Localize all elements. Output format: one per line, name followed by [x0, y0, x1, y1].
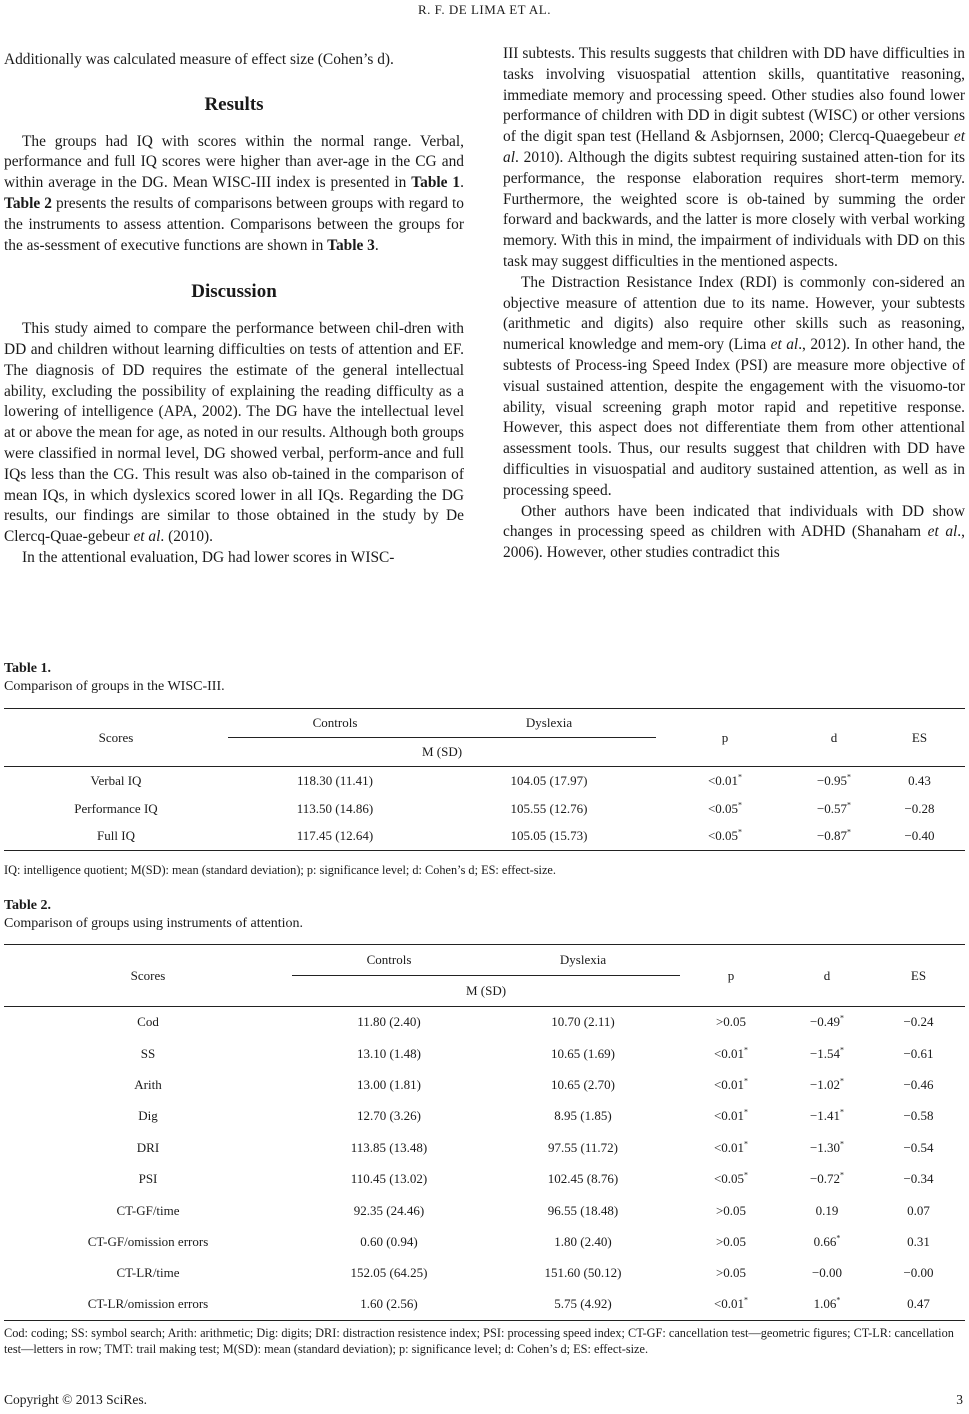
table2-es-cell: −0.24 — [872, 1007, 965, 1038]
table2-row-label: CT-GF/time — [116, 1202, 180, 1218]
table2-header-dyslexia: Dyslexia — [486, 945, 680, 976]
table2-p-cell: >0.05 — [715, 1233, 747, 1249]
table2-row-label: Dig — [138, 1108, 158, 1124]
table2-es-cell: −0.61 — [903, 1045, 934, 1061]
significance-marker: * — [840, 1076, 845, 1086]
table2-p-cell: <0.01* — [713, 1108, 749, 1124]
table2-row-label: PSI — [138, 1171, 158, 1187]
left-column — [4, 50, 464, 569]
significance-marker: * — [840, 1014, 845, 1024]
table1-p-cell: <0.01* — [656, 767, 794, 795]
table2-caption — [4, 897, 303, 933]
table2-row-label: Arith — [134, 1076, 162, 1092]
table1-note: IQ: intelligence quotient; M(SD): mean (standard deviation); p: significance level; d: Cohen’s d; ES: effect-size. — [4, 863, 556, 877]
significance-marker: * — [840, 1139, 845, 1149]
table2-d-cell: −1.30* — [809, 1139, 845, 1155]
table2-header-scores: Scores — [130, 967, 166, 983]
paragraph-effect-size: Additionally was calculated measure of effect size (Cohen’s d). — [4, 51, 394, 68]
table1-controls-cell: 117.45 (12.64) — [228, 823, 442, 851]
table2-d-cell: −0.72* — [809, 1170, 845, 1187]
table1-title: Table 1. — [4, 661, 51, 676]
table1-header-p: p — [721, 729, 729, 745]
paragraph-discussion-1: This study aimed to compare the performance between chil-dren with DD and children without learning difficulties on tests of attention and EF. The diagnosis of DD requires the estimate of the general intellectual ability, excluding the possibility of explaining the reading difficulty as a lowering of intelligence (APA, 2002). The DG have the intellectual level at or above the mean for age, as noted in our results. Although both groups were classified in normal level, DG showed verbal, perform-ance and full IQs less than the CG. This result was also ob-tained in the comparison of mean IQs, in which dyslexics scored lower in all IQs. Regarding the DG results, our findings are similar to those obtained in the study by De Clercq-Quae-gebeur et al. (2010). — [4, 320, 464, 546]
table2-es-cell: 0.47 — [872, 1289, 965, 1320]
table2-controls-cell: 92.35 (24.46) — [353, 1202, 425, 1218]
table2-dyslexia-cell: 1.80 (2.40) — [554, 1233, 612, 1249]
significance-marker: * — [847, 827, 852, 837]
copyright: Copyright © 2013 SciRes. — [4, 1392, 148, 1407]
table2-p-cell: <0.01* — [713, 1045, 749, 1061]
table2-header-d: d — [823, 967, 831, 983]
table2-ref: Table 2 — [4, 194, 52, 212]
table2-dyslexia-cell: 151.60 (50.12) — [544, 1265, 622, 1281]
table2-d-cell: 1.06* — [782, 1289, 872, 1320]
table2-row — [4, 1038, 965, 1069]
table1-header-controls: Controls — [228, 709, 442, 738]
table2-header-controls: Controls — [292, 945, 486, 976]
table2-controls-cell: 0.60 (0.94) — [360, 1233, 418, 1249]
paragraph-rdi: The Distraction Resistance Index (RDI) is commonly con-sidered an objective measure of attention due to its name. However, your subtests (arithmetic and digits) also require other skills such as reasoning, numerical knowledge and mem-ory (Lima et al., 2012). In other hand, the subtests of Process-ing Speed Index (PSI) are measure more objective of visual sustained attention, despite the engagement with the visuomo-tor ability, visual screening graph motor rapid and repetitive response. However, this aspect does not differentiate them from other attentional assessment tools. Thus, our results suggest that children with DD have difficulties in visuospatial and auditory sustained attention, as well as in processing speed. — [503, 273, 965, 499]
table2-es-cell: 0.31 — [907, 1233, 930, 1249]
table2-controls-cell: 11.80 (2.40) — [292, 1007, 486, 1038]
table1-row-label: Full IQ — [4, 823, 228, 851]
paragraph-processing-speed: Other authors have been indicated that individuals with DD show changes in processing speed as children with ADHD (Shanaham et al., 2006). However, other studies contradict this — [503, 502, 965, 562]
table1-controls-cell: 113.50 (14.86) — [296, 800, 374, 816]
table2-p-cell: <0.01* — [680, 1289, 782, 1320]
table2-row — [4, 1289, 965, 1320]
table1-es-cell: −0.40 — [874, 823, 965, 851]
table2-controls-cell: 113.85 (13.48) — [350, 1139, 428, 1155]
table1-dyslexia-cell: 105.55 (12.76) — [510, 800, 588, 816]
table2-row-label: SS — [140, 1045, 156, 1061]
table2-dyslexia-cell: 10.65 (1.69) — [551, 1045, 615, 1061]
table2-row-label: CT-GF/omission errors — [87, 1233, 209, 1249]
significance-marker: * — [744, 1108, 749, 1118]
heading-discussion: Discussion — [191, 281, 277, 303]
table1-subtitle: Comparison of groups in the WISC-III. — [4, 679, 225, 694]
table2-header-p: p — [727, 967, 735, 983]
table2-d-cell: −1.02* — [809, 1076, 845, 1092]
table2-row — [4, 1101, 965, 1132]
table2-controls-cell: 13.10 (1.48) — [357, 1045, 421, 1061]
table1-controls-cell: 118.30 (11.41) — [228, 767, 442, 795]
running-header: R. F. DE LIMA ET AL. — [418, 2, 551, 17]
paragraph-wisc: III subtests. This results suggests that children with DD have difficulties in tasks involving visuospatial attention skills, quantitative reasoning, immediate memory and processing speed. Other studies also found lower performance of children with DD in digit subtest (WISC) or other versions of the digit span test (Helland & Asbjornsen, 2000; Clercq-Quaegebeur et al. 2010). Although the digits subtest requiring sustained atten-tion for its performance, the response elaboration requires short-term memory. Furthermore, the weighted score is ob-tained by summing the order forward and backwards, and the latter is more closely with verbal working memory. With this in mind, the impairment of individuals with DD on this task may suggest difficulties in the mentioned aspects. — [503, 45, 965, 270]
table2-es-cell: −0.46 — [903, 1076, 934, 1092]
table2-row-label: Cod — [4, 1007, 292, 1038]
table2-p-cell: <0.05* — [713, 1170, 749, 1187]
significance-marker: * — [836, 1233, 841, 1243]
table2-row — [4, 1069, 965, 1100]
table1-es-cell: 0.43 — [874, 767, 965, 795]
significance-marker: * — [744, 1045, 749, 1055]
right-column — [503, 44, 965, 564]
significance-marker: * — [836, 1296, 841, 1306]
significance-marker: * — [840, 1170, 845, 1180]
significance-marker: * — [744, 1170, 749, 1180]
table2-d-cell: 0.19 — [815, 1202, 839, 1218]
table1-row — [4, 767, 965, 795]
table2-dyslexia-cell: 96.55 (18.48) — [547, 1202, 619, 1218]
table1-d-cell: −0.87* — [794, 823, 874, 851]
table2-p-cell: <0.01* — [713, 1076, 749, 1092]
table1-ref: Table 1 — [411, 174, 461, 192]
table2-es-cell: −0.58 — [903, 1108, 934, 1124]
paragraph-results: The groups had IQ with scores within the normal range. Verbal, performance and full IQ scores were higher than aver-age in the CG and within average in the DG. Mean WISC-III index is presented in Table 1. Table 2 presents the results of comparisons between groups with regard to the instruments to assess attention. Comparisons between the groups for the as-sessment of executive functions are shown in Table 3. — [4, 132, 464, 254]
table2-d-cell: −0.49* — [782, 1007, 872, 1038]
table1-es-cell: −0.28 — [904, 800, 935, 816]
table2-controls-cell: 13.00 (1.81) — [357, 1076, 421, 1092]
table1-header-dyslexia: Dyslexia — [442, 709, 656, 738]
table2-d-cell: −1.54* — [809, 1045, 845, 1061]
paragraph-discussion-2: In the attentional evaluation, DG had lower scores in WISC- — [22, 548, 395, 566]
table2-p-cell: >0.05 — [715, 1202, 747, 1218]
table2-header-es: ES — [910, 967, 927, 983]
table2-dyslexia-cell: 5.75 (4.92) — [486, 1289, 680, 1320]
table2-row — [4, 1163, 965, 1194]
table2-dyslexia-cell: 10.70 (2.11) — [486, 1007, 680, 1038]
page-number: 3 — [956, 1392, 963, 1407]
significance-marker: * — [738, 800, 743, 810]
significance-marker: * — [738, 827, 743, 837]
table2-row — [4, 1195, 965, 1226]
significance-marker: * — [744, 1139, 749, 1149]
heading-results: Results — [204, 93, 264, 115]
table1-header-msd: M (SD) — [421, 744, 463, 759]
table2-es-cell: −0.00 — [903, 1265, 934, 1281]
table1-row-label: Performance IQ — [74, 800, 158, 816]
table2-subtitle: Comparison of groups using instruments of attention. — [4, 916, 304, 931]
table1-row — [4, 823, 965, 851]
table2-es-cell: −0.54 — [903, 1139, 934, 1155]
significance-marker: * — [744, 1296, 749, 1306]
significance-marker: * — [847, 800, 852, 810]
table1-d-cell: −0.57* — [816, 800, 852, 816]
table1-row-label: Verbal IQ — [4, 767, 228, 795]
table1-d-cell: −0.95* — [794, 767, 874, 795]
table2-row — [4, 1007, 965, 1038]
significance-marker: * — [738, 772, 743, 782]
table1-p-cell: <0.05* — [707, 800, 743, 816]
table1-p-cell: <0.05* — [656, 823, 794, 851]
table2-controls-cell: 110.45 (13.02) — [350, 1171, 428, 1187]
table1-dyslexia-cell: 105.05 (15.73) — [442, 823, 656, 851]
significance-marker: * — [840, 1045, 845, 1055]
table2-es-cell: 0.07 — [907, 1202, 930, 1218]
table2-row — [4, 1132, 965, 1163]
table2-d-cell: 0.66* — [813, 1233, 841, 1249]
table2-d-cell: −1.41* — [809, 1108, 845, 1124]
table3-ref: Table 3 — [327, 236, 375, 254]
table2-row-label: CT-LR/time — [116, 1265, 180, 1281]
table2-row-label: CT-LR/omission errors — [4, 1289, 292, 1320]
table1-row — [4, 795, 965, 823]
table2-controls-cell: 1.60 (2.56) — [292, 1289, 486, 1320]
table2-p-cell: <0.01* — [713, 1139, 749, 1155]
table2-dyslexia-cell: 97.55 (11.72) — [548, 1139, 618, 1155]
table2-dyslexia-cell: 10.65 (2.70) — [551, 1076, 615, 1092]
significance-marker: * — [847, 772, 852, 782]
table1 — [4, 708, 965, 851]
table2 — [4, 944, 965, 1321]
table2-row — [4, 1226, 965, 1257]
table2-p-cell: >0.05 — [715, 1265, 747, 1281]
table1-header-d: d — [830, 729, 838, 745]
significance-marker: * — [840, 1108, 845, 1118]
table2-es-cell: −0.34 — [903, 1171, 934, 1187]
table2-controls-cell: 12.70 (3.26) — [357, 1108, 421, 1124]
table1-header-scores: Scores — [98, 729, 134, 745]
table2-row — [4, 1258, 965, 1289]
table2-dyslexia-cell: 102.45 (8.76) — [547, 1171, 619, 1187]
table2-controls-cell: 152.05 (64.25) — [350, 1265, 428, 1281]
table2-p-cell: >0.05 — [680, 1007, 782, 1038]
table2-dyslexia-cell: 8.95 (1.85) — [554, 1108, 612, 1124]
table2-note: Cod: coding; SS: symbol search; Arith: arithmetic; Dig: digits; DRI: distraction resistence index; PSI: processing speed index; CT-GF: cancellation test—geometric figures; CT-LR: cancellation test—letters in row; TMT: trail making test; M(SD): mean (standard deviation); p: significance level; d: Cohen’s d; ES: effect-size. — [4, 1326, 954, 1356]
table1-dyslexia-cell: 104.05 (17.97) — [442, 767, 656, 795]
table1-header-es: ES — [911, 729, 928, 745]
table2-d-cell: −0.00 — [811, 1265, 843, 1281]
table1-caption — [4, 660, 225, 696]
significance-marker: * — [744, 1076, 749, 1086]
table2-header-msd: M (SD) — [465, 983, 507, 998]
table2-title: Table 2. — [4, 898, 51, 913]
table2-row-label: DRI — [136, 1139, 160, 1155]
